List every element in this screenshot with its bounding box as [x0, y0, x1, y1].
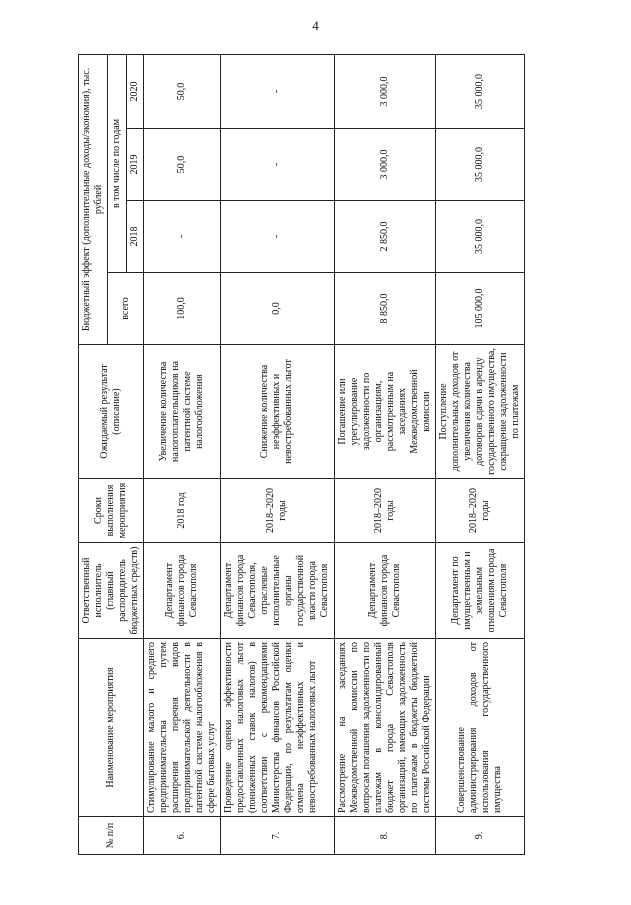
row-name-text: Рассмотрение на заседаниях Межведомственной комиссии по вопросам погашения задолженности по платежам в консолидированный бюджет города Севастополя организаций, имеющих задолженность по платежам в бюджеты бюджетной системы Российской Федерации	[336, 642, 432, 813]
row-name-text: Проведение оценки эффективности предоставленных налоговых льгот (пониженных ставок налогов) в соответствии с рекомендациями Министерства финансов Российской Федерации, по результатам оценки отмена неэффективных и невостребованных налоговых льгот	[223, 642, 319, 813]
row-executor: Департамент финансов города Севастополя	[334, 543, 435, 639]
row-total: 0,0	[221, 273, 334, 345]
row-name: Совершенствование администрирования доходов от использования государственного имущества	[436, 639, 525, 817]
row-deadline: 2018–2020 годы	[334, 479, 435, 543]
row-deadline: 2018–2020 годы	[436, 479, 525, 543]
row-name	[221, 639, 334, 817]
row-2019: -	[221, 129, 334, 201]
row-2018: -	[221, 201, 334, 273]
header-num: № п/п	[79, 817, 144, 855]
header-total: всего	[108, 273, 144, 345]
row-name	[334, 639, 435, 817]
row-result: Снижение количества неэффективных и невостребованных льгот	[221, 345, 334, 479]
row-result: Увеличение количества налогоплательщиков на патентной системе налогообложения	[144, 345, 221, 479]
header-effect: Бюджетный эффект (дополнительные доходы/экономия), тыс. рублей	[79, 54, 108, 344]
row-2018: 35 000,0	[436, 201, 525, 273]
table-row	[436, 54, 525, 854]
table-row	[334, 54, 435, 854]
row-executor: Департамент финансов города Севастополя	[144, 543, 221, 639]
row-2019: 50,0	[144, 129, 221, 201]
row-total: 8 850,0	[334, 273, 435, 345]
row-2019: 35 000,0	[436, 129, 525, 201]
row-deadline: 2018 год	[144, 479, 221, 543]
row-num: 8.	[334, 817, 435, 855]
row-2020: 50,0	[144, 54, 221, 128]
row-result: Погашение или урегулирование задолженности по организациям, рассмотренным на заседаниях Межведомственной комиссии	[334, 345, 435, 479]
row-2018: 2 850,0	[334, 201, 435, 273]
page-number: 4	[312, 18, 319, 33]
row-result: Поступление дополнительных доходов от увеличения количества договоров сдачи в аренду государственного имущества, сокращение задолженности по платежам	[436, 345, 525, 479]
header-result: Ожидаемый результат (описание)	[79, 345, 144, 479]
row-2018: -	[144, 201, 221, 273]
table-row	[144, 54, 221, 854]
row-name-text: Стимулирование малого и среднего предпринимательства путем расширения перечня видов предпринимательской деятельности в патентной системе налогообложения в сфере бытовых услуг	[146, 642, 217, 813]
row-total: 100,0	[144, 273, 221, 345]
row-total: 105 000,0	[436, 273, 525, 345]
row-2020: -	[221, 54, 334, 128]
measures-table	[78, 54, 525, 855]
row-executor: Департамент финансов города Севастополя, отраслевые исполнительные органы государственной власти города Севастополя	[221, 543, 334, 639]
header-2019: 2019	[127, 129, 144, 201]
header-executor: Ответственный исполнитель (главный распорядитель бюджетных средств)	[79, 543, 144, 639]
row-name	[144, 639, 221, 817]
row-num: 6.	[144, 817, 221, 855]
row-num: 7.	[221, 817, 334, 855]
header-2020: 2020	[127, 54, 144, 128]
header-name: Наименование мероприятия	[79, 639, 144, 817]
row-2020: 35 000,0	[436, 54, 525, 128]
row-executor: Департамент по имущественным и земельным отношениям города Севастополя	[436, 543, 525, 639]
row-2019: 3 000,0	[334, 129, 435, 201]
row-2020: 3 000,0	[334, 54, 435, 128]
rotated-table-wrapper	[78, 55, 523, 855]
header-deadline: Сроки выполнения мероприятия	[79, 479, 144, 543]
row-num: 9.	[436, 817, 525, 855]
header-by-years: в том числе по годам	[108, 54, 127, 272]
row-deadline: 2018–2020 годы	[221, 479, 334, 543]
table-row	[221, 54, 334, 854]
header-2018: 2018	[127, 201, 144, 273]
